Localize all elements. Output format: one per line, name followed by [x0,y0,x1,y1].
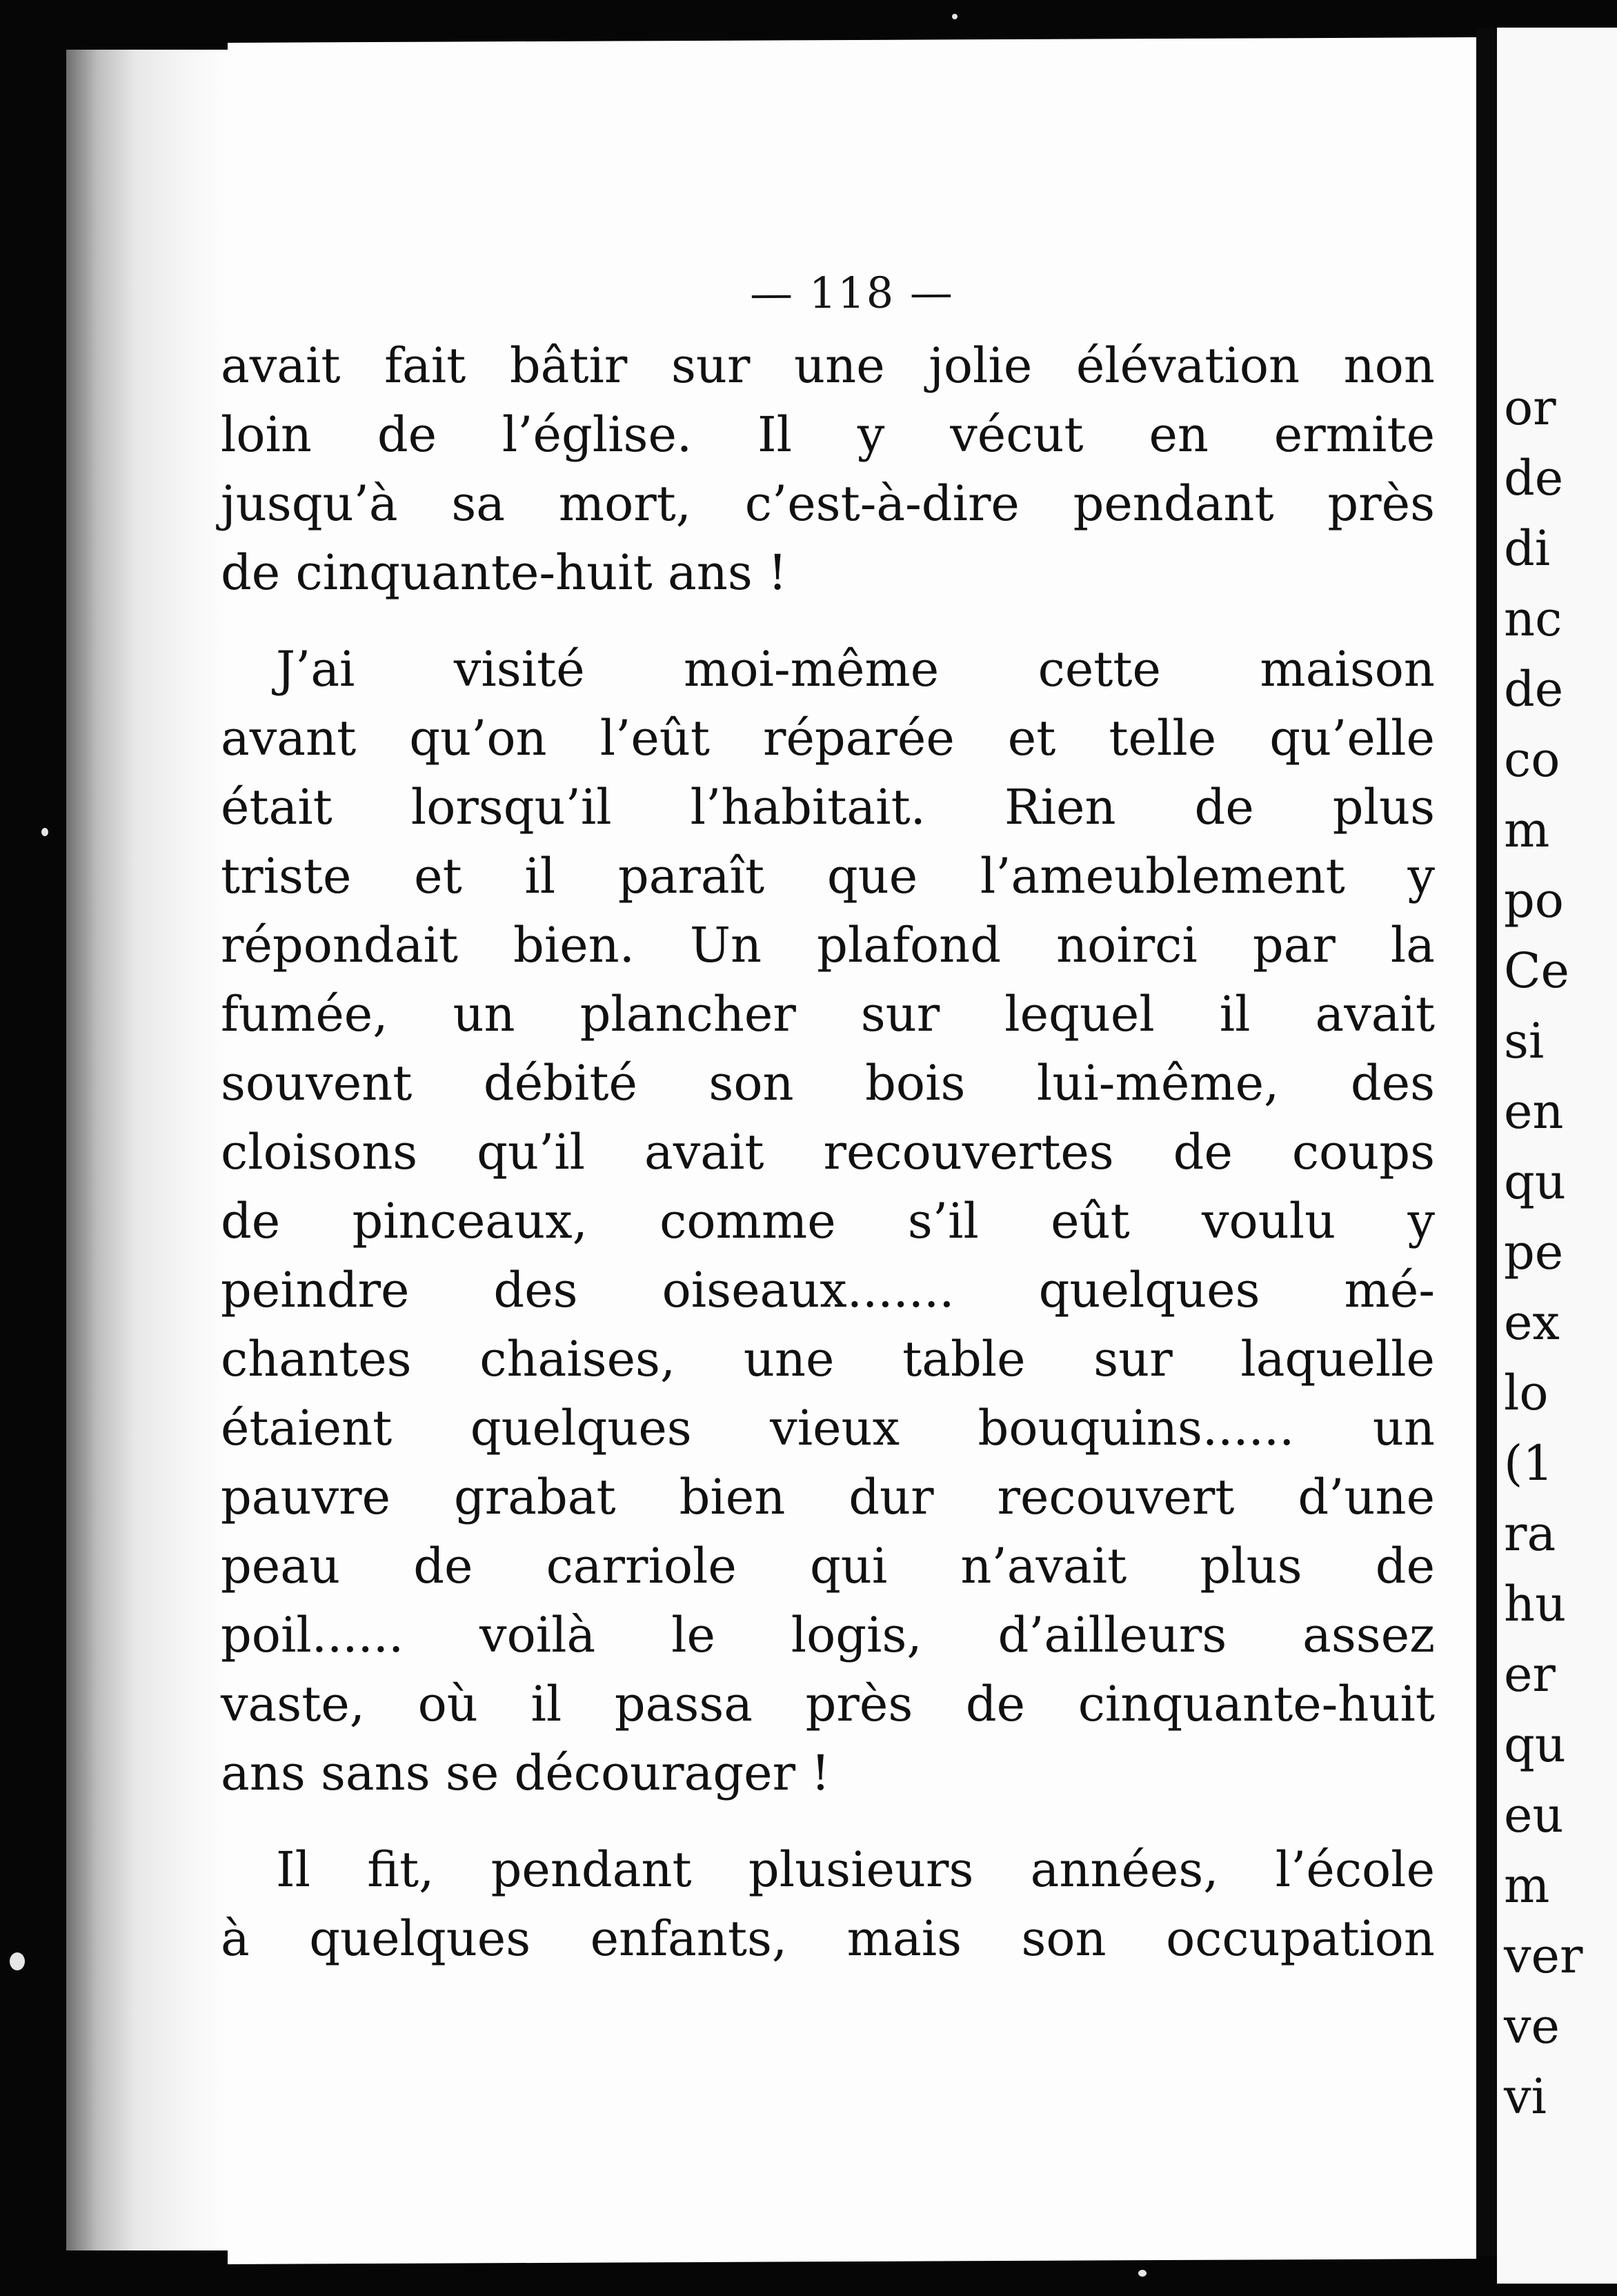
text-fragment: (1 [1504,1435,1554,1492]
text-line: loin de l’église. Il y vécut en ermite [221,406,1435,463]
text-fragment: de [1504,450,1564,506]
text-line: était lorsqu’il l’habitait. Rien de plus [221,779,1435,835]
text-fragment: Ce [1504,942,1569,999]
dust-speck [10,1952,25,1970]
text-line: avant qu’on l’eût réparée et telle qu’elle [221,710,1435,766]
dust-speck [952,14,958,19]
text-fragment: ex [1504,1294,1560,1351]
page-body [221,331,1435,2001]
paragraph-3 [221,1835,1435,1973]
text-fragment: ra [1504,1505,1556,1562]
text-fragment: er [1504,1646,1556,1703]
text-fragment: m [1504,802,1550,858]
facing-page-cropped [1497,28,1617,2284]
text-fragment: en [1504,1083,1564,1140]
text-line: peau de carriole qui n’avait plus de [221,1538,1435,1594]
text-fragment: po [1504,872,1564,929]
paragraph-1 [221,331,1435,607]
text-fragment: de [1504,661,1564,718]
text-line: ans sans se décourager ! [221,1745,831,1801]
text-line: répondait bien. Un plafond noirci par la [221,917,1435,973]
text-line: souvent débité son bois lui-même, des [221,1055,1435,1111]
text-fragment: qu [1504,1154,1566,1210]
dust-speck [1138,2270,1147,2277]
text-line: jusqu’à sa mort, c’est-à-dire pendant près [221,475,1435,532]
text-fragment: lo [1504,1365,1549,1421]
text-fragment: co [1504,731,1560,788]
text-fragment: vi [1504,2068,1547,2125]
text-line: chantes chaises, une table sur laquelle [221,1331,1435,1387]
text-line: pauvre grabat bien dur recouvert d’une [221,1469,1435,1525]
text-fragment: ver [1504,1928,1583,1984]
text-line: avait fait bâtir sur une jolie élévation non [221,337,1435,394]
text-line: de cinquante-huit ans ! [221,544,788,601]
text-line: J’ai visité moi-même cette maison [276,641,1435,697]
text-fragment: m [1504,1857,1550,1914]
text-line: Il fit, pendant plusieurs années, l’école [276,1841,1435,1898]
book-gutter [1476,28,1497,2256]
text-fragment: qu [1504,1716,1566,1773]
text-fragment: si [1504,1013,1545,1069]
dust-speck [41,828,48,836]
text-fragment: eu [1504,1787,1564,1843]
text-line: fumée, un plancher sur lequel il avait [221,986,1435,1042]
text-line: étaient quelques vieux bouquins...... un [221,1400,1435,1456]
text-line: cloisons qu’il avait recouvertes de coups [221,1124,1435,1180]
text-line: poil...... voilà le logis, d’ailleurs assez [221,1607,1435,1663]
facing-page-text [1504,373,1583,2132]
text-line: de pinceaux, comme s’il eût voulu y [221,1193,1435,1249]
paragraph-2 [221,635,1435,1808]
page-stack-edge [66,50,239,2250]
text-fragment: ve [1504,1998,1560,2055]
text-line: triste et il paraît que l’ameublement y [221,848,1435,904]
text-line: à quelques enfants, mais son occupation [221,1910,1435,1967]
text-fragment: nc [1504,591,1563,647]
text-fragment: pe [1504,1224,1564,1280]
text-fragment: hu [1504,1576,1567,1632]
text-line: vaste, où il passa près de cinquante-huit [221,1676,1435,1732]
text-fragment: di [1504,520,1551,577]
text-line: peindre des oiseaux....... quelques mé- [221,1262,1435,1318]
text-fragment: or [1504,379,1556,436]
page-number: — 118 — [750,267,954,319]
